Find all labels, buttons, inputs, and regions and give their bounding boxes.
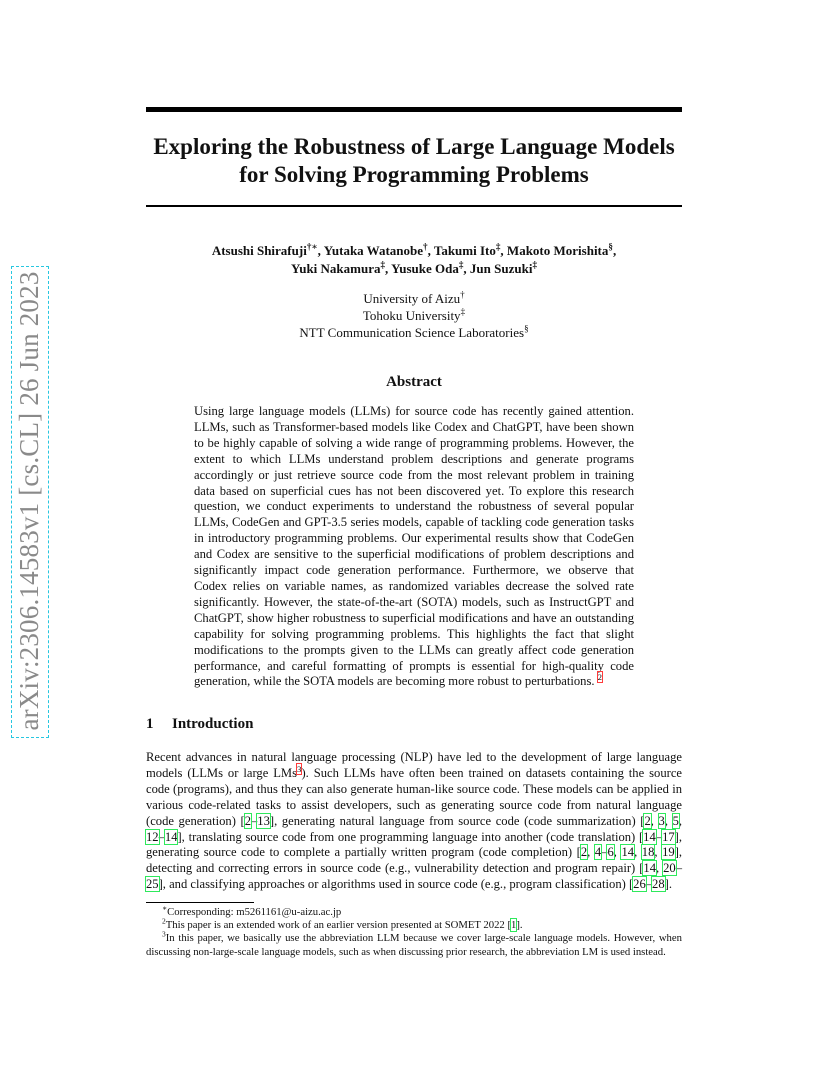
abstract-text: Using large language models (LLMs) for source code has recently gained attention. LLMs, such as Transformer-based models like Codex and ChatGPT, have been shown to be highly capable of solving a wide range of programming problems. However, the extent to which LLMs understand problem descriptions and generate programs accordingly or just retrieve source code from the most relevant problem in training data based on superficial cues has not been discovered yet. To explore this research question, we conduct experiments to understand the robustness of several popular LLMs, CodeGen and GPT-3.5 series models, capable of tackling code generation tasks in introductory programming problems. Our experimental results show that CodeGen and Codex are sensitive to the superficial modifications of problem descriptions and significantly impact code generation performance. Furthermore, we observe that Codex relies on variable names, as randomized variables decrease the solved rate significantly. However, the state-of-the-art (SOTA) models, such as InstructGPT and ChatGPT, show higher robustness to superficial modifications and have an outstanding capability for solving programming problems. This highlights the fact that slight modifications to the prompts given to the LLMs can greatly affect code generation performance, and careful formatting of prompts is essential for high-quality code generation, while the SOTA models are becoming more robust to perturbations.: [194, 404, 634, 689]
citation-link[interactable]: 4: [594, 845, 602, 860]
author-name: Yusuke Oda: [391, 261, 459, 276]
citation-link[interactable]: 1: [511, 919, 517, 932]
body-text: ], and classifying approaches or algorithms used in source code (e.g., program classification) [: [158, 877, 634, 892]
footnote-link[interactable]: 3: [297, 763, 302, 774]
footnote-text: Corresponding: m5261161@u-aizu.ac.jp: [167, 906, 342, 918]
citation-link[interactable]: 20: [663, 861, 676, 876]
body-text: ], detecting and correcting errors in source code (e.g., vulnerability detection and program repair) [: [146, 845, 683, 876]
arxiv-id-text: arXiv:2306.14583v1 [cs.CL] 26 Jun 2023: [14, 271, 44, 731]
footnote-text: ].: [516, 919, 523, 932]
footnote-text: In this paper, we basically use the abbreviation LLM because we cover large-scale language models. However, when discussing non-large-scale language models, such as when discussing prior research, the abbreviation LM is used instead.: [146, 932, 682, 958]
citation-link[interactable]: 18: [641, 845, 655, 860]
affiliation-line: [146, 307, 682, 324]
author-name: Yutaka Watanobe: [323, 243, 424, 258]
citation-link[interactable]: 14: [621, 845, 635, 860]
footnote: [146, 916, 682, 932]
citation-link[interactable]: 28: [652, 877, 665, 892]
body-text: ], translating source code from one programming language into another (code translation) [: [177, 829, 644, 844]
author-name: Yuki Nakamura: [291, 261, 381, 276]
footnote-link[interactable]: 2: [597, 672, 603, 683]
citation-link[interactable]: 26: [633, 877, 646, 892]
citation-link[interactable]: 13: [257, 813, 270, 828]
section-number: 1: [146, 716, 154, 732]
citation-link[interactable]: 14: [643, 829, 656, 844]
author-mark: ‡: [495, 241, 501, 252]
body-text: Recent advances in natural language processing (NLP) have led to the development of large language models (LLMs or large LMs: [146, 750, 682, 780]
citation-link[interactable]: 2: [580, 845, 588, 860]
affiliation-mark: ‡: [460, 306, 466, 317]
author-mark: ‡: [380, 259, 386, 270]
footnote-mark: 3: [162, 929, 166, 939]
author-mark: †: [423, 241, 428, 252]
citation-link[interactable]: 12: [146, 829, 159, 844]
footnote: [146, 903, 682, 919]
affiliation-line: [146, 290, 682, 307]
citation-link[interactable]: 5: [672, 813, 679, 828]
abstract-body: [194, 404, 634, 690]
citation-link[interactable]: 6: [607, 845, 614, 860]
author-name: Takumi Ito: [433, 243, 496, 258]
author-name: Makoto Morishita: [506, 243, 609, 258]
author-name: Atsushi Shirafuji: [211, 243, 307, 258]
citation-link[interactable]: 14: [643, 861, 656, 876]
body-text: ].: [664, 877, 672, 892]
section-heading: [146, 716, 253, 733]
citation-link[interactable]: 2: [244, 813, 251, 828]
body-text: ). Such LLMs have often been trained on datasets containing the source code (programs), and thus they can also generate human-like source code. These models can be applied in various code-related tasks to assist developers, such as generating source code from natural language (code generation) [: [146, 765, 682, 828]
footnote-mark: 2: [162, 916, 166, 926]
affiliation-line: [146, 324, 682, 341]
citation-link[interactable]: 14: [164, 829, 178, 844]
section-title: Introduction: [172, 716, 254, 732]
author-list: Atsushi Shirafuji†∗, Yutaka Watanobe†, Takumi Ito‡, Makoto Morishita§, Yuki Nakamura‡, Yusuke Oda‡, Jun Suzuki‡: [211, 241, 617, 276]
citation-link[interactable]: 19: [662, 845, 675, 860]
affiliation-list: [146, 290, 682, 341]
author-name: Jun Suzuki: [469, 261, 533, 276]
affiliation-mark: †: [460, 289, 465, 300]
citation-link[interactable]: 3: [658, 813, 665, 828]
title-line-1: Exploring the Robustness of Large Language Models: [153, 134, 675, 159]
title-bottom-rule: [146, 205, 682, 207]
body-text: ], generating natural language from source code (code summarization) [: [269, 813, 645, 828]
citation-link[interactable]: 2: [644, 813, 651, 828]
paper-title: [120, 133, 708, 189]
body-text: ], generating source code to complete a partially written program (code completion) [: [146, 829, 682, 860]
affiliation-name: NTT Communication Science Laboratories: [299, 325, 525, 340]
title-line-2: for Solving Programming Problems: [239, 162, 589, 187]
affiliation-mark: §: [524, 323, 529, 334]
footnotes: [146, 903, 682, 959]
author-mark: †∗: [306, 241, 318, 252]
author-mark: ‡: [532, 259, 537, 270]
footnote-text: This paper is an extended work of an earlier version presented at SOMET 2022 [: [165, 919, 512, 932]
affiliation-name: Tohoku University: [362, 308, 461, 323]
footnote: [146, 929, 682, 958]
intro-paragraph: Recent advances in natural language processing (NLP) have led to the development of large language models (LLMs or large LMs$^3$). Such LLMs have often been trained on datasets containing the source code (programs), and thus they can also generate human-like source code. These models can be applied in various code-related tasks to assist developers, such as generating source code from natural language (code generation) [2–13], generating natural language from source code (code summarization) [2, 3, 5, 12–14], translating source code from one programming language into another (code translation) [14–17], generating source code to complete a partially written program (code completion) [2, 4–6, 14, 18, 19], detecting and correcting errors in source code (e.g., vulnerability detection and program repair) [14, 20–25], and classifying approaches or algorithms used in source code (e.g., program classification) [26–28].: [146, 750, 683, 892]
footnote-mark: ∗: [162, 903, 168, 913]
arxiv-id-stamp: [11, 266, 47, 736]
affiliation-name: University of Aizu: [363, 291, 461, 306]
citation-link[interactable]: 25: [146, 877, 159, 892]
author-mark: §: [608, 241, 613, 252]
author-mark: ‡: [458, 259, 464, 270]
citation-link[interactable]: 17: [662, 829, 675, 844]
abstract-heading: Abstract: [386, 374, 442, 390]
title-top-rule: [146, 107, 682, 112]
